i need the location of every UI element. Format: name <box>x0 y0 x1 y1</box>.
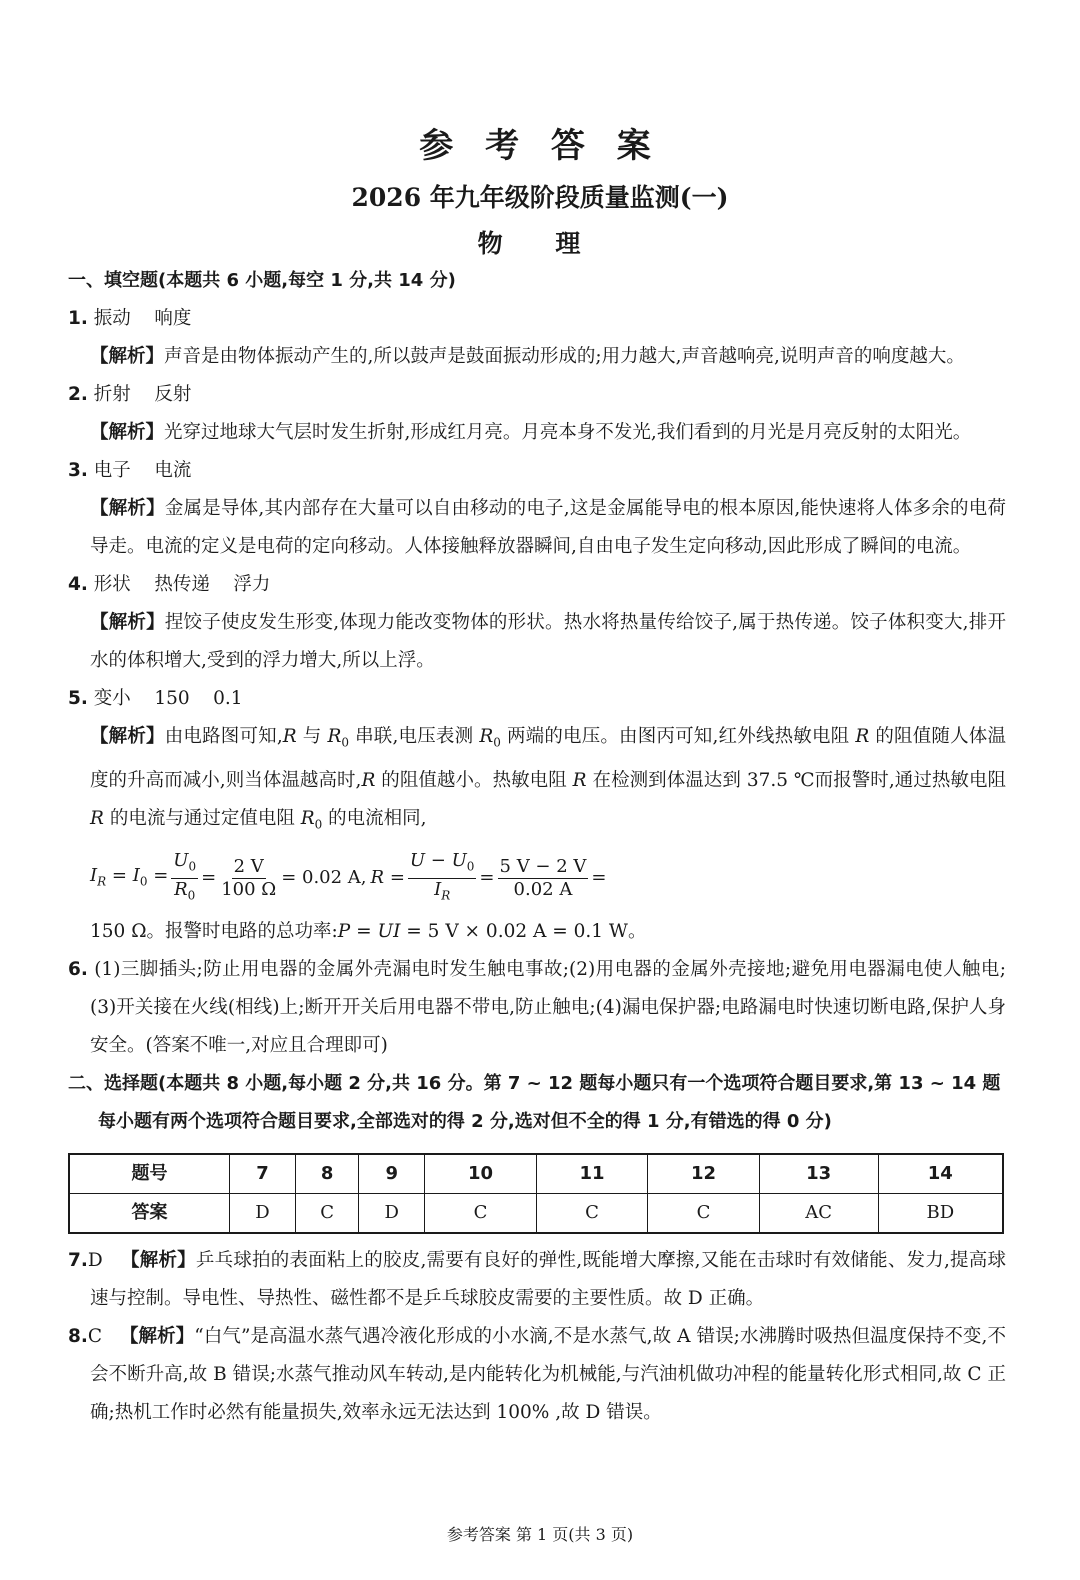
analysis-text: 金属是导体,其内部存在大量可以自由移动的电子,这是金属能导电的根本原因,能快速将人体多余的电荷导走。电流的定义是电荷的定向移动。人体接触释放器瞬间,自由电子发生定向移动,因此形成了瞬间的电流。 <box>90 498 1006 557</box>
table-cell: 10 <box>425 1154 537 1194</box>
analysis-label: 【解析】 <box>119 1326 195 1348</box>
question-2 <box>68 376 1006 452</box>
analysis-label: 【解析】 <box>90 726 165 747</box>
question-number: 1. <box>68 308 88 329</box>
table-cell: AC <box>759 1194 878 1234</box>
analysis-label: 【解析】 <box>90 422 165 443</box>
answer-content <box>68 262 1006 1432</box>
question-1 <box>68 300 1006 376</box>
question-number: 7. <box>68 1250 88 1272</box>
analysis-label: 【解析】 <box>90 612 165 633</box>
question-answer: 形状 热传递 浮力 <box>93 574 271 595</box>
question-answer: 电子 电流 <box>93 460 192 481</box>
table-cell: BD <box>878 1194 1003 1234</box>
question-6 <box>68 951 1006 1065</box>
question-answer: C <box>87 1326 103 1348</box>
analysis-text: 光穿过地球大气层时发生折射,形成红月亮。月亮本身不发光,我们看到的月光是月亮反射的太阳光。 <box>164 422 972 443</box>
table-cell: 12 <box>648 1154 760 1194</box>
fraction-voltage-resistance: $\frac{2 V}{100 \Omega}$ <box>221 855 277 900</box>
page-title: 参 考 答 案 <box>419 126 661 166</box>
answer-table <box>68 1153 1004 1234</box>
table-cell: 9 <box>359 1154 425 1194</box>
table-cell: 7 <box>229 1154 295 1194</box>
question-number: 2. <box>68 384 88 405</box>
table-cell: C <box>536 1194 648 1234</box>
fraction-u-minus-u0: $\frac{U - U_0}{I_R}$ <box>409 850 475 903</box>
question-answer: 折射 反射 <box>93 384 192 405</box>
fraction-numeric: $\frac{5 V - 2 V}{0.02 A}$ <box>499 855 587 900</box>
page-footer: 参考答案 第 1 页(共 3 页) <box>446 1525 634 1544</box>
question-number: 6. <box>68 959 88 981</box>
fraction-u0-r0: $\frac{U_0}{R_0}$ <box>173 850 197 903</box>
subject-title: 物 理 <box>477 229 603 258</box>
question-8 <box>68 1318 1006 1432</box>
analysis-label: 【解析】 <box>90 346 165 367</box>
question-7 <box>68 1242 1006 1318</box>
question-answer: D <box>87 1250 103 1272</box>
question-answer: (1)三脚插头;防止用电器的金属外壳漏电时发生触电事故;(2)用电器的金属外壳接地;避免用电器漏电使人触电;(3)开关接在火线(相线)上;断开开关后用电器不带电,防止触电;(4)漏电保护器;电路漏电时快速切断电路,保护人身安全。(答案不唯一,对应且合理即可) <box>90 959 1006 1057</box>
question-5: 5. 变小 150 0.1 【解析】由电路图可知,R 与 $R_0$ 串联,电压表测 $R_0$ 两端的电压。由图丙可知,红外线热敏电阻 R 的阻值随人体温度的升高而减小,则当体温越高时,R 的阻值越小。热敏电阻 R 在检测到体温达到 37.5 ℃而报警时,通过热敏电阻 R 的电流与通过定值电阻 $R_0$ 的电流相同, $I_R = I_0$ = $\frac{U_0}{R_0}$ = $\frac{2 V}{100 \Omega}$ = 0.02 A, R = $\frac{U - U_0}{I_R}$ = $\frac{5 V - 2 V}{0.02 A}$ = 150 Ω。报警时电路的总功率:P = UI = 5 V × 0.02 A = 0.1 W。 <box>68 688 1006 943</box>
question-number: 8. <box>68 1326 88 1348</box>
table-cell: D <box>359 1194 425 1234</box>
section-2-heading: 二、选择题(本题共 8 小题,每小题 2 分,共 16 分。第 7 ~ 12 题每小题只有一个选项符合题目要求,第 13 ~ 14 题每小题有两个选项符合题目要求,全部选对的得 2 分,选对但不全的得 1 分,有错选的得 0 分) <box>68 1073 1001 1133</box>
formula-line: $I_R = I_0$ = $\frac{U_0}{R_0}$ = $\frac{2 V}{100 \Omega}$ = 0.02 A, R = $\frac{U - U_0}{I_R}$ = $\frac{5 V - 2 V}{0.02 A}$ = <box>68 843 1006 913</box>
analysis-label: 【解析】 <box>90 498 165 519</box>
table-cell: 题号 <box>69 1154 229 1194</box>
table-cell: C <box>648 1194 760 1234</box>
section-1-heading: 一、填空题(本题共 6 小题,每空 1 分,共 14 分) <box>68 270 456 291</box>
table-header-row <box>69 1154 1003 1194</box>
analysis-text: 【解析】由电路图可知,R 与 $R_0$ 串联,电压表测 $R_0$ 两端的电压。由图丙可知,红外线热敏电阻 R 的阻值随人体温度的升高而减小,则当体温越高时,R 的阻值越小。热敏电阻 R 在检测到体温达到 37.5 ℃而报警时,通过热敏电阻 R 的电流与通过定值电阻 $R_0$ 的电流相同, <box>90 726 1006 832</box>
question-number: 4. <box>68 574 88 595</box>
table-cell: 14 <box>878 1154 1003 1194</box>
question-answer: 变小 150 0.1 <box>93 688 243 709</box>
exam-title: 2026 年九年级阶段质量监测(一) <box>351 183 729 212</box>
question-number: 3. <box>68 460 88 481</box>
table-cell: 11 <box>536 1154 648 1194</box>
table-cell: D <box>229 1194 295 1234</box>
table-cell: C <box>425 1194 537 1234</box>
table-cell: 答案 <box>69 1194 229 1234</box>
analysis-text: 声音是由物体振动产生的,所以鼓声是鼓面振动形成的;用力越大,声音越响亮,说明声音的响度越大。 <box>164 346 965 367</box>
analysis-label: 【解析】 <box>121 1250 196 1272</box>
question-answer: 振动 响度 <box>93 308 192 329</box>
table-cell: 13 <box>759 1154 878 1194</box>
question-4 <box>68 566 1006 680</box>
table-row <box>69 1194 1003 1234</box>
analysis-text: 捏饺子使皮发生形变,体现力能改变物体的形状。热水将热量传给饺子,属于热传递。饺子体积变大,排开水的体积增大,受到的浮力增大,所以上浮。 <box>90 612 1006 671</box>
question-number: 5. <box>68 688 88 709</box>
analysis-text: “白气”是高温水蒸气遇冷液化形成的小水滴,不是水蒸气,故 A 错误;水沸腾时吸热但温度保持不变,不会不断升高,故 B 错误;水蒸气推动风车转动,是内能转化为机械能,与汽油机做功冲程的能量转化形式相同,故 C 正确;热机工作时必然有能量损失,效率永远无法达到 100% ,故 D 错误。 <box>90 1326 1006 1424</box>
analysis-text: 乒乓球拍的表面粘上的胶皮,需要有良好的弹性,既能增大摩擦,又能在击球时有效储能、发力,提高球速与控制。导电性、导热性、磁性都不是乒乓球胶皮需要的主要性质。故 D 正确。 <box>90 1250 1006 1310</box>
table-cell: C <box>295 1194 358 1234</box>
table-cell: 8 <box>295 1154 358 1194</box>
question-3 <box>68 452 1006 566</box>
